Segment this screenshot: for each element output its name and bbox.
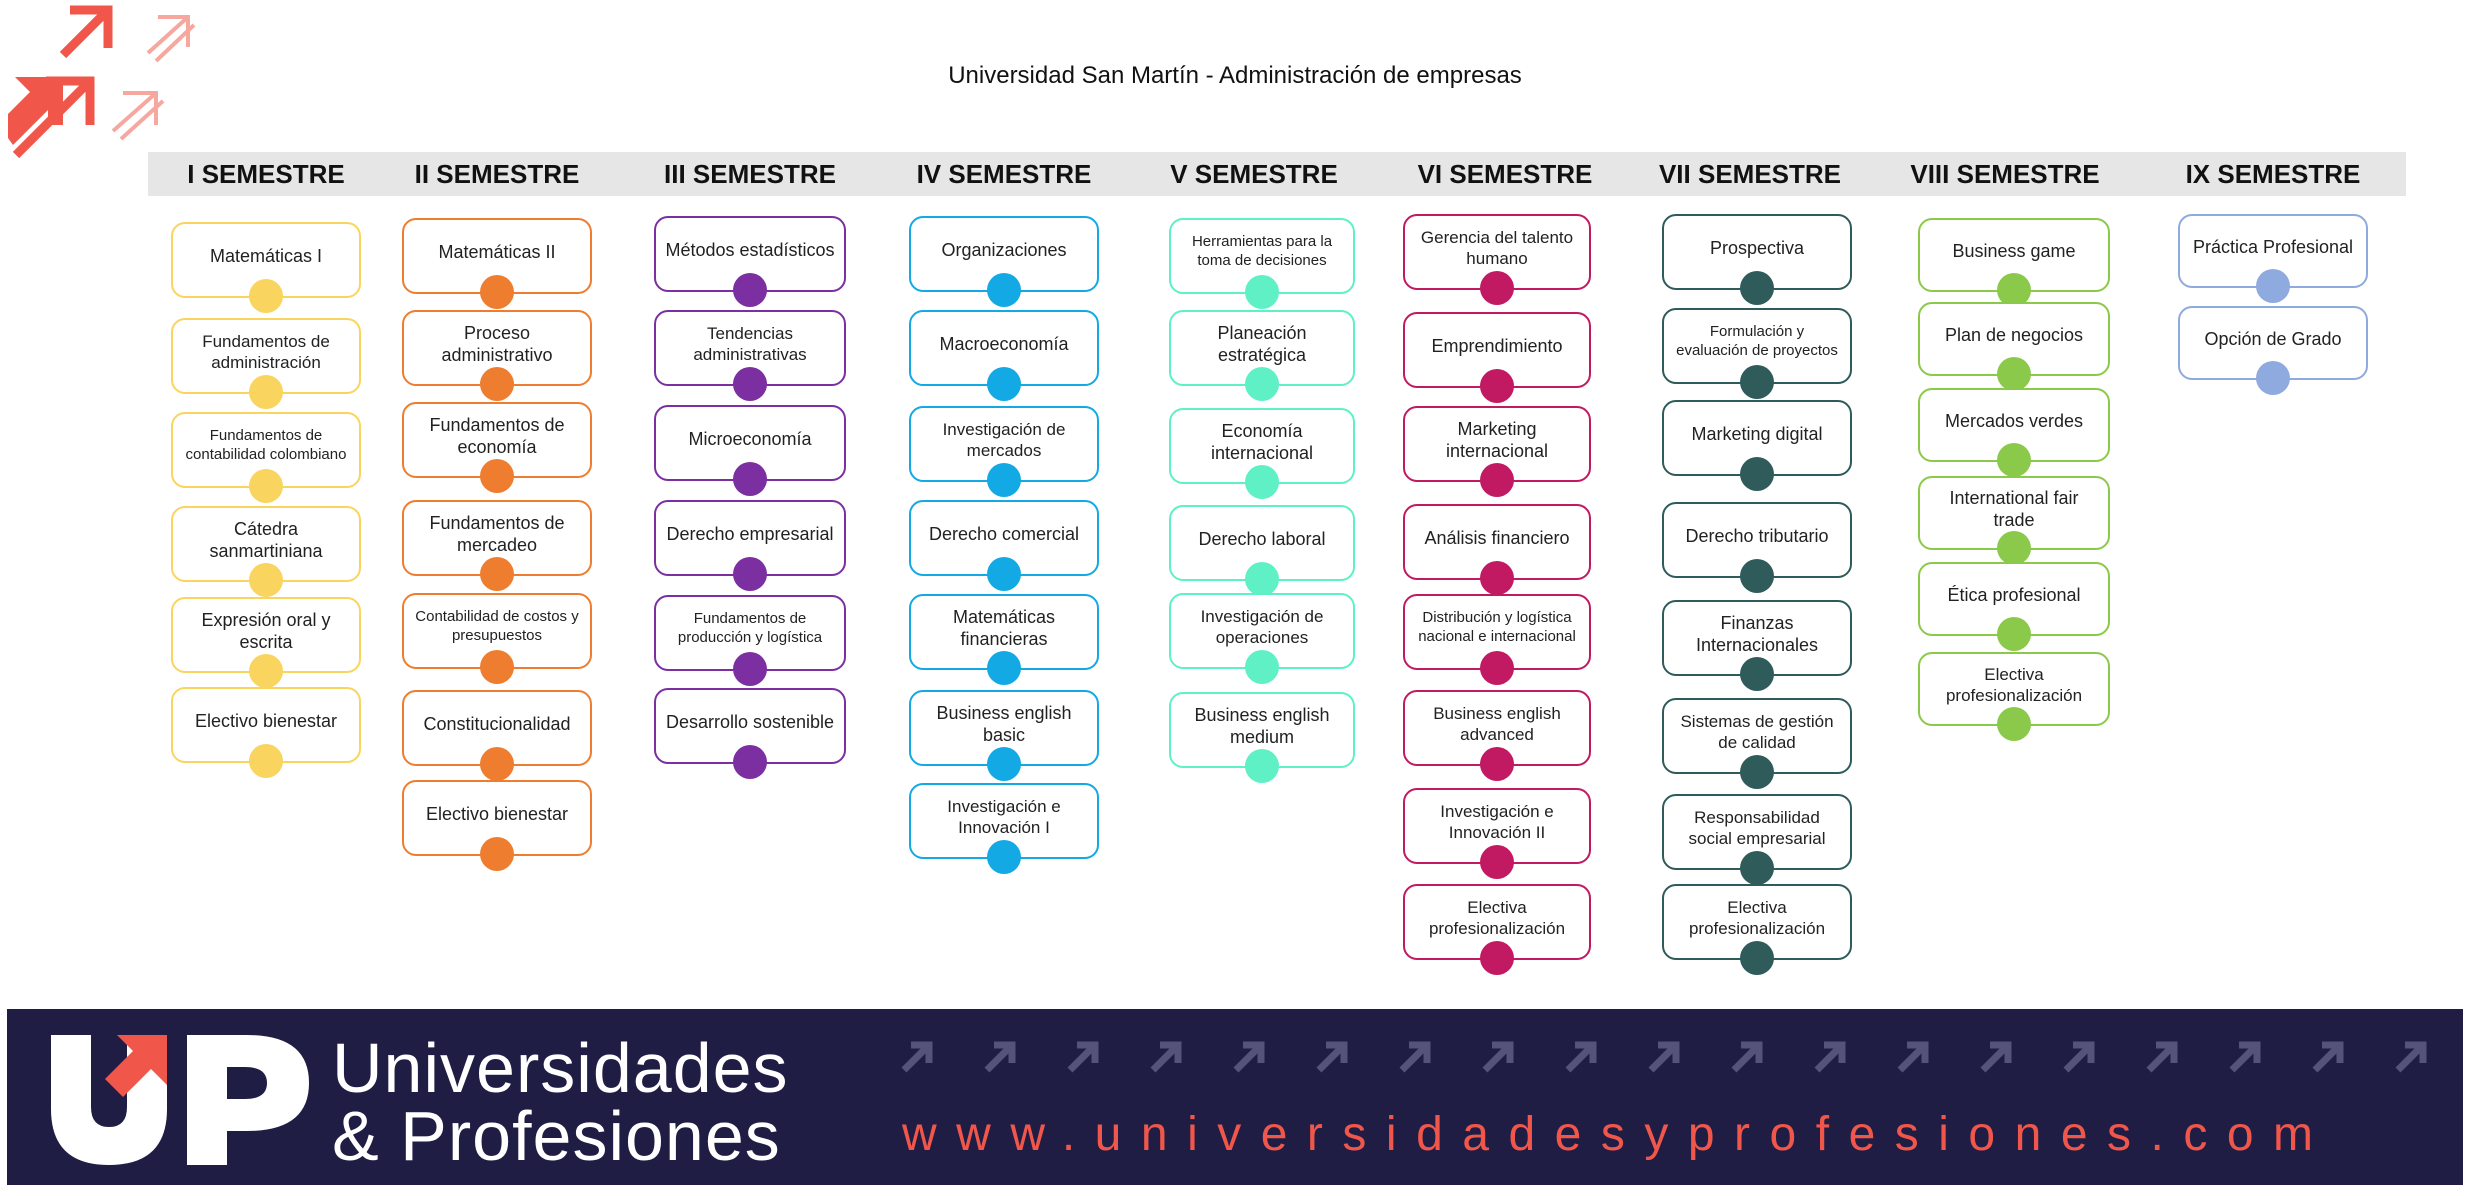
course-label: Derecho comercial <box>928 523 1080 544</box>
course-box <box>1662 600 1852 676</box>
course-box <box>171 412 361 488</box>
connector-dot <box>1740 657 1774 691</box>
course-label: Expresión oral y escrita <box>201 609 331 652</box>
course-box <box>654 595 846 671</box>
course-box <box>1169 505 1355 581</box>
course-box <box>909 690 1099 766</box>
connector-dot <box>480 837 514 871</box>
connector-dot <box>1245 367 1279 401</box>
course-label: Prospectiva <box>1709 237 1805 258</box>
course-label: Práctica Profesional <box>2192 236 2354 257</box>
course-box <box>1918 302 2110 376</box>
course-box <box>402 402 592 478</box>
course-box <box>909 310 1099 386</box>
connector-dot <box>1480 845 1514 879</box>
course-label: Electivo bienestar <box>425 803 569 824</box>
course-label: Fundamentos de economía <box>429 414 565 457</box>
course-box <box>909 500 1099 576</box>
semester-header: VIII SEMESTRE <box>1910 159 2100 189</box>
course-box <box>1662 400 1852 476</box>
course-box <box>171 222 361 298</box>
connector-dot <box>1245 650 1279 684</box>
connector-dot <box>480 747 514 781</box>
connector-dot <box>1245 749 1279 783</box>
course-label: International fair trade <box>1949 487 2079 530</box>
connector-dot <box>1997 531 2031 565</box>
course-box <box>402 593 592 669</box>
connector-dot <box>1740 941 1774 975</box>
course-box <box>1662 698 1852 774</box>
course-box <box>402 500 592 576</box>
course-label: Mercados verdes <box>1944 410 2084 431</box>
connector-dot <box>1480 369 1514 403</box>
course-label: Economía internacional <box>1210 420 1314 463</box>
course-label: Organizaciones <box>941 239 1067 260</box>
course-box <box>1403 504 1591 580</box>
course-label: Planeación estratégica <box>1217 322 1307 365</box>
course-box <box>1169 310 1355 386</box>
course-box <box>909 783 1099 859</box>
course-box <box>2178 306 2368 380</box>
website-url[interactable]: www.universidadesyprofesiones.com <box>902 1108 2333 1161</box>
course-box <box>1403 788 1591 864</box>
course-label: Matemáticas financieras <box>952 606 1056 649</box>
connector-dot <box>1480 463 1514 497</box>
course-box <box>1169 218 1355 294</box>
course-label: Proceso administrativo <box>441 322 553 365</box>
course-label: Finanzas Internacionales <box>1695 612 1819 655</box>
course-label: Herramientas para la toma de decisiones <box>1191 233 1333 269</box>
connector-dot <box>480 275 514 309</box>
course-label: Gerencia del talento humano <box>1420 227 1574 268</box>
course-label: Fundamentos de mercadeo <box>429 512 565 555</box>
connector-dot <box>1997 707 2031 741</box>
semester-header: IX SEMESTRE <box>2185 159 2361 189</box>
course-label: Marketing internacional <box>1445 418 1549 461</box>
course-label: Métodos estadísticos <box>665 239 835 260</box>
course-label: Marketing digital <box>1691 423 1823 444</box>
course-box <box>1662 214 1852 290</box>
course-box <box>1662 794 1852 870</box>
connector-dot <box>733 367 767 401</box>
connector-dot <box>733 462 767 496</box>
connector-dot <box>1480 747 1514 781</box>
connector-dot <box>1997 617 2031 651</box>
connector-dot <box>1740 365 1774 399</box>
course-box <box>654 310 846 386</box>
decorative-arrows-icon <box>897 1039 2447 1075</box>
course-label: Opción de Grado <box>2204 328 2342 349</box>
course-label: Fundamentos de administración <box>202 331 330 372</box>
connector-dot <box>1245 275 1279 309</box>
course-box <box>1169 692 1355 768</box>
semester-header: VII SEMESTRE <box>1658 159 1842 189</box>
connector-dot <box>987 463 1021 497</box>
connector-dot <box>1740 559 1774 593</box>
connector-dot <box>1245 465 1279 499</box>
connector-dot <box>733 652 767 686</box>
connector-dot <box>480 557 514 591</box>
connector-dot <box>733 557 767 591</box>
semester-header: VI SEMESTRE <box>1417 159 1593 189</box>
course-box <box>1918 388 2110 462</box>
course-label: Business english basic <box>936 702 1072 745</box>
connector-dot <box>480 367 514 401</box>
connector-dot <box>987 557 1021 591</box>
course-box <box>1403 690 1591 766</box>
course-box <box>402 310 592 386</box>
course-label: Desarrollo sostenible <box>665 711 835 732</box>
course-box <box>2178 214 2368 288</box>
course-label: Electiva profesionalización <box>1945 664 2083 705</box>
course-box <box>1403 312 1591 388</box>
connector-dot <box>2256 361 2290 395</box>
connector-dot <box>987 651 1021 685</box>
course-label: Plan de negocios <box>1944 324 2084 345</box>
brand-name-line1: Universidades <box>332 1029 789 1107</box>
course-label: Responsabilidad social empresarial <box>1688 807 1826 848</box>
course-label: Constitucionalidad <box>423 713 571 734</box>
course-label: Análisis financiero <box>1424 527 1570 548</box>
course-box <box>1918 562 2110 636</box>
course-box <box>654 500 846 576</box>
brand-name-line2: & Profesiones <box>332 1097 781 1175</box>
course-label: Business english advanced <box>1433 703 1561 744</box>
course-label: Macroeconomía <box>939 333 1069 354</box>
connector-dot <box>249 563 283 597</box>
connector-dot <box>480 459 514 493</box>
course-label: Business game <box>1952 240 2076 261</box>
semester-header: I SEMESTRE <box>187 159 345 189</box>
course-label: Electiva profesionalización <box>1688 897 1826 938</box>
course-label: Business english medium <box>1194 704 1330 747</box>
connector-dot <box>1740 851 1774 885</box>
connector-dot <box>1480 651 1514 685</box>
course-box <box>402 218 592 294</box>
course-box <box>1169 408 1355 484</box>
connector-dot <box>1997 443 2031 477</box>
connector-dot <box>2256 269 2290 303</box>
course-label: Matemáticas II <box>438 241 556 262</box>
connector-dot <box>733 745 767 779</box>
connector-dot <box>1480 561 1514 595</box>
course-label: Distribución y logística nacional e internacional <box>1418 609 1576 645</box>
course-label: Fundamentos de producción y logística <box>677 610 823 646</box>
semester-header: II SEMESTRE <box>414 159 580 189</box>
course-box <box>402 690 592 766</box>
course-box <box>402 780 592 856</box>
course-box <box>909 406 1099 482</box>
course-label: Cátedra sanmartiniana <box>209 518 323 561</box>
course-box <box>1403 884 1591 960</box>
connector-dot <box>733 273 767 307</box>
course-label: Contabilidad de costos y presupuestos <box>415 608 579 644</box>
up-logo-icon <box>47 1027 317 1169</box>
course-label: Investigación de mercados <box>942 419 1066 460</box>
course-box <box>654 688 846 764</box>
course-label: Formulación y evaluación de proyectos <box>1676 323 1838 359</box>
course-box <box>1662 502 1852 578</box>
course-label: Electivo bienestar <box>194 710 338 731</box>
course-box <box>909 216 1099 292</box>
semester-header: III SEMESTRE <box>664 159 836 189</box>
course-label: Tendencias administrativas <box>693 323 807 364</box>
course-box <box>1403 406 1591 482</box>
connector-dot <box>1245 562 1279 596</box>
course-label: Investigación e Innovación II <box>1440 801 1554 842</box>
course-box <box>654 216 846 292</box>
semester-header: V SEMESTRE <box>1170 159 1338 189</box>
course-label: Sistemas de gestión de calidad <box>1680 711 1834 752</box>
course-label: Investigación de operaciones <box>1200 606 1324 647</box>
connector-dot <box>987 367 1021 401</box>
course-box <box>1918 218 2110 292</box>
course-box <box>171 318 361 394</box>
course-box <box>171 506 361 582</box>
connector-dot <box>249 654 283 688</box>
connector-dot <box>1740 457 1774 491</box>
connector-dot <box>1480 941 1514 975</box>
connector-dot <box>1480 271 1514 305</box>
course-label: Matemáticas I <box>209 245 323 266</box>
course-box <box>654 405 846 481</box>
course-box <box>1662 884 1852 960</box>
course-box <box>1169 593 1355 669</box>
course-label: Ética profesional <box>1947 584 2081 605</box>
course-box <box>171 687 361 763</box>
course-label: Derecho tributario <box>1685 525 1829 546</box>
footer-banner <box>7 1009 2463 1185</box>
course-label: Investigación e Innovación I <box>947 796 1061 837</box>
course-box <box>1403 594 1591 670</box>
connector-dot <box>987 273 1021 307</box>
course-label: Derecho empresarial <box>666 523 834 544</box>
connector-dot <box>249 744 283 778</box>
connector-dot <box>480 650 514 684</box>
course-label: Emprendimiento <box>1431 335 1563 356</box>
connector-dot <box>1740 755 1774 789</box>
connector-dot <box>987 840 1021 874</box>
course-box <box>171 597 361 673</box>
course-box <box>1662 308 1852 384</box>
page-title: Universidad San Martín - Administración de empresas <box>948 62 1522 89</box>
course-label: Fundamentos de contabilidad colombiano <box>185 427 347 463</box>
course-label: Derecho laboral <box>1198 528 1326 549</box>
connector-dot <box>1740 271 1774 305</box>
semester-header: IV SEMESTRE <box>916 159 1092 189</box>
connector-dot <box>249 279 283 313</box>
course-box <box>909 594 1099 670</box>
connector-dot <box>987 747 1021 781</box>
course-label: Electiva profesionalización <box>1428 897 1566 938</box>
connector-dot <box>1997 357 2031 391</box>
course-box <box>1918 652 2110 726</box>
connector-dot <box>249 375 283 409</box>
course-box <box>1918 476 2110 550</box>
connector-dot <box>249 469 283 503</box>
course-box <box>1403 214 1591 290</box>
course-label: Microeconomía <box>688 428 812 449</box>
